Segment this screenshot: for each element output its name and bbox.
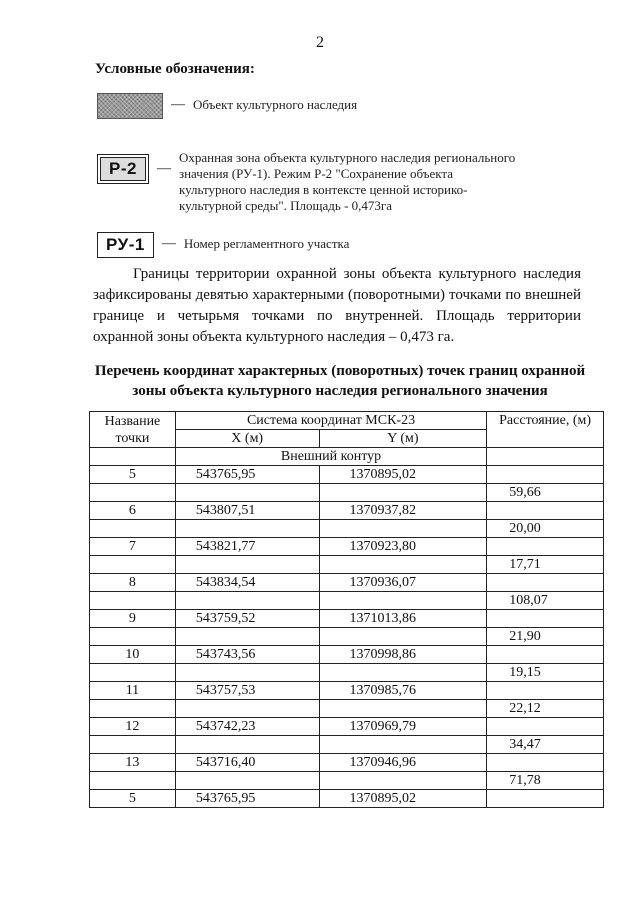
- x-coordinate-cell: 543765,95: [175, 790, 319, 808]
- x-coordinate-cell: 543759,52: [175, 610, 319, 628]
- empty-cell: [175, 520, 319, 538]
- distance-row: [90, 628, 604, 646]
- y-coordinate-cell: 1370937,82: [319, 502, 487, 520]
- distance-row: [90, 520, 604, 538]
- zone-code-label: Р-2: [100, 157, 146, 181]
- x-coordinate-cell: 543716,40: [175, 754, 319, 772]
- distance-empty-cell: [487, 610, 604, 628]
- empty-cell: [175, 772, 319, 790]
- x-coordinate-cell: 543807,51: [175, 502, 319, 520]
- distance-value-cell: 71,78: [487, 772, 604, 790]
- header-point-name: Название точки: [90, 412, 176, 448]
- distance-value-cell: 20,00: [487, 520, 604, 538]
- empty-cell: [90, 484, 176, 502]
- empty-cell: [319, 520, 487, 538]
- distance-value-cell: 34,47: [487, 736, 604, 754]
- y-coordinate-cell: 1370998,86: [319, 646, 487, 664]
- distance-empty-cell: [487, 538, 604, 556]
- boundary-description: Границы территории охранной зоны объекта культурного наследия зафиксированы девятью характерными (поворотными) точками по внешней границе и четырьмя точками по внутренней. Площадь территории охранной зоны объекта культурного наследия – 0,473 га.: [93, 266, 581, 345]
- x-coordinate-cell: 543757,53: [175, 682, 319, 700]
- x-coordinate-cell: 543742,23: [175, 718, 319, 736]
- point-row: [90, 466, 604, 484]
- point-number-cell: 12: [90, 718, 176, 736]
- empty-cell: [90, 772, 176, 790]
- section-empty-cell: [487, 448, 604, 466]
- empty-cell: [90, 556, 176, 574]
- y-coordinate-cell: 1371013,86: [319, 610, 487, 628]
- legend-item-heritage-object: [97, 93, 357, 119]
- legend-text-regulation-plot: Номер регламентного участка: [183, 236, 350, 251]
- distance-row: [90, 556, 604, 574]
- y-coordinate-cell: 1370985,76: [319, 682, 487, 700]
- empty-cell: [319, 664, 487, 682]
- distance-row: [90, 484, 604, 502]
- legend-dash: —: [156, 161, 171, 176]
- x-coordinate-cell: 543834,54: [175, 574, 319, 592]
- header-y: Y (м): [319, 430, 487, 448]
- y-coordinate-cell: 1370946,96: [319, 754, 487, 772]
- point-row: [90, 790, 604, 808]
- empty-cell: [319, 736, 487, 754]
- point-row: [90, 754, 604, 772]
- page-number: 2: [316, 34, 324, 51]
- point-number-cell: 11: [90, 682, 176, 700]
- y-coordinate-cell: 1370969,79: [319, 718, 487, 736]
- distance-empty-cell: [487, 574, 604, 592]
- legend-dash: —: [171, 97, 185, 112]
- distance-value-cell: 17,71: [487, 556, 604, 574]
- empty-cell: [319, 484, 487, 502]
- point-row: [90, 538, 604, 556]
- plot-code-label: РУ-1: [100, 235, 151, 255]
- distance-empty-cell: [487, 682, 604, 700]
- point-number-cell: 8: [90, 574, 176, 592]
- distance-empty-cell: [487, 646, 604, 664]
- point-number-cell: 5: [90, 790, 176, 808]
- empty-cell: [319, 772, 487, 790]
- point-row: [90, 610, 604, 628]
- empty-cell: [175, 592, 319, 610]
- point-number-cell: 5: [90, 466, 176, 484]
- distance-row: [90, 772, 604, 790]
- point-number-cell: 7: [90, 538, 176, 556]
- legend-title: Условные обозначения:: [95, 61, 255, 77]
- point-row: [90, 718, 604, 736]
- empty-cell: [175, 664, 319, 682]
- distance-row: [90, 736, 604, 754]
- empty-cell: [175, 628, 319, 646]
- empty-cell: [90, 700, 176, 718]
- coordinates-table: [89, 411, 604, 808]
- distance-row: [90, 592, 604, 610]
- point-number-cell: 13: [90, 754, 176, 772]
- empty-cell: [90, 664, 176, 682]
- y-coordinate-cell: 1370936,07: [319, 574, 487, 592]
- point-number-cell: 6: [90, 502, 176, 520]
- y-coordinate-cell: 1370895,02: [319, 466, 487, 484]
- point-row: [90, 502, 604, 520]
- empty-cell: [319, 700, 487, 718]
- header-x: X (м): [175, 430, 319, 448]
- empty-cell: [175, 736, 319, 754]
- distance-empty-cell: [487, 502, 604, 520]
- point-row: [90, 682, 604, 700]
- x-coordinate-cell: 543821,77: [175, 538, 319, 556]
- point-number-cell: 10: [90, 646, 176, 664]
- distance-empty-cell: [487, 718, 604, 736]
- distance-empty-cell: [487, 790, 604, 808]
- distance-value-cell: 19,15: [487, 664, 604, 682]
- distance-value-cell: 59,66: [487, 484, 604, 502]
- legend-text-heritage-object: Объект культурного наследия: [193, 97, 358, 112]
- distance-value-cell: 108,07: [487, 592, 604, 610]
- distance-row: [90, 700, 604, 718]
- empty-cell: [319, 556, 487, 574]
- empty-cell: [90, 628, 176, 646]
- section-label: Внешний контур: [175, 448, 486, 466]
- header-coordinate-system: Система координат МСК-23: [175, 412, 486, 430]
- distance-value-cell: 21,90: [487, 628, 604, 646]
- legend-text-protection-zone: Охранная зона объекта культурного наследия регионального значения (РУ-1). Режим Р-2 "Сохранение объекта культурного наследия в контексте ценной историко-культурной среды". Площадь - 0,473га: [178, 150, 516, 213]
- header-distance: Расстояние, (м): [487, 412, 604, 448]
- table-title: Перечень координат характерных (поворотных) точек границ охранной зоны объекта культурного наследия регионального значения: [94, 363, 586, 399]
- zone-code-box: [97, 154, 149, 184]
- empty-cell: [319, 628, 487, 646]
- legend-item-protection-zone: [97, 150, 519, 214]
- heritage-object-swatch: [97, 93, 163, 119]
- distance-row: [90, 664, 604, 682]
- x-coordinate-cell: 543743,56: [175, 646, 319, 664]
- distance-empty-cell: [487, 466, 604, 484]
- section-empty-cell: [90, 448, 176, 466]
- empty-cell: [90, 736, 176, 754]
- empty-cell: [175, 700, 319, 718]
- legend-item-regulation-plot: [97, 232, 349, 258]
- point-number-cell: 9: [90, 610, 176, 628]
- empty-cell: [90, 520, 176, 538]
- empty-cell: [319, 592, 487, 610]
- legend-dash: —: [161, 236, 176, 251]
- distance-empty-cell: [487, 754, 604, 772]
- plot-code-box: [97, 232, 154, 258]
- distance-value-cell: 22,12: [487, 700, 604, 718]
- y-coordinate-cell: 1370923,80: [319, 538, 487, 556]
- empty-cell: [175, 556, 319, 574]
- empty-cell: [90, 592, 176, 610]
- point-row: [90, 574, 604, 592]
- empty-cell: [175, 484, 319, 502]
- y-coordinate-cell: 1370895,02: [319, 790, 487, 808]
- x-coordinate-cell: 543765,95: [175, 466, 319, 484]
- point-row: [90, 646, 604, 664]
